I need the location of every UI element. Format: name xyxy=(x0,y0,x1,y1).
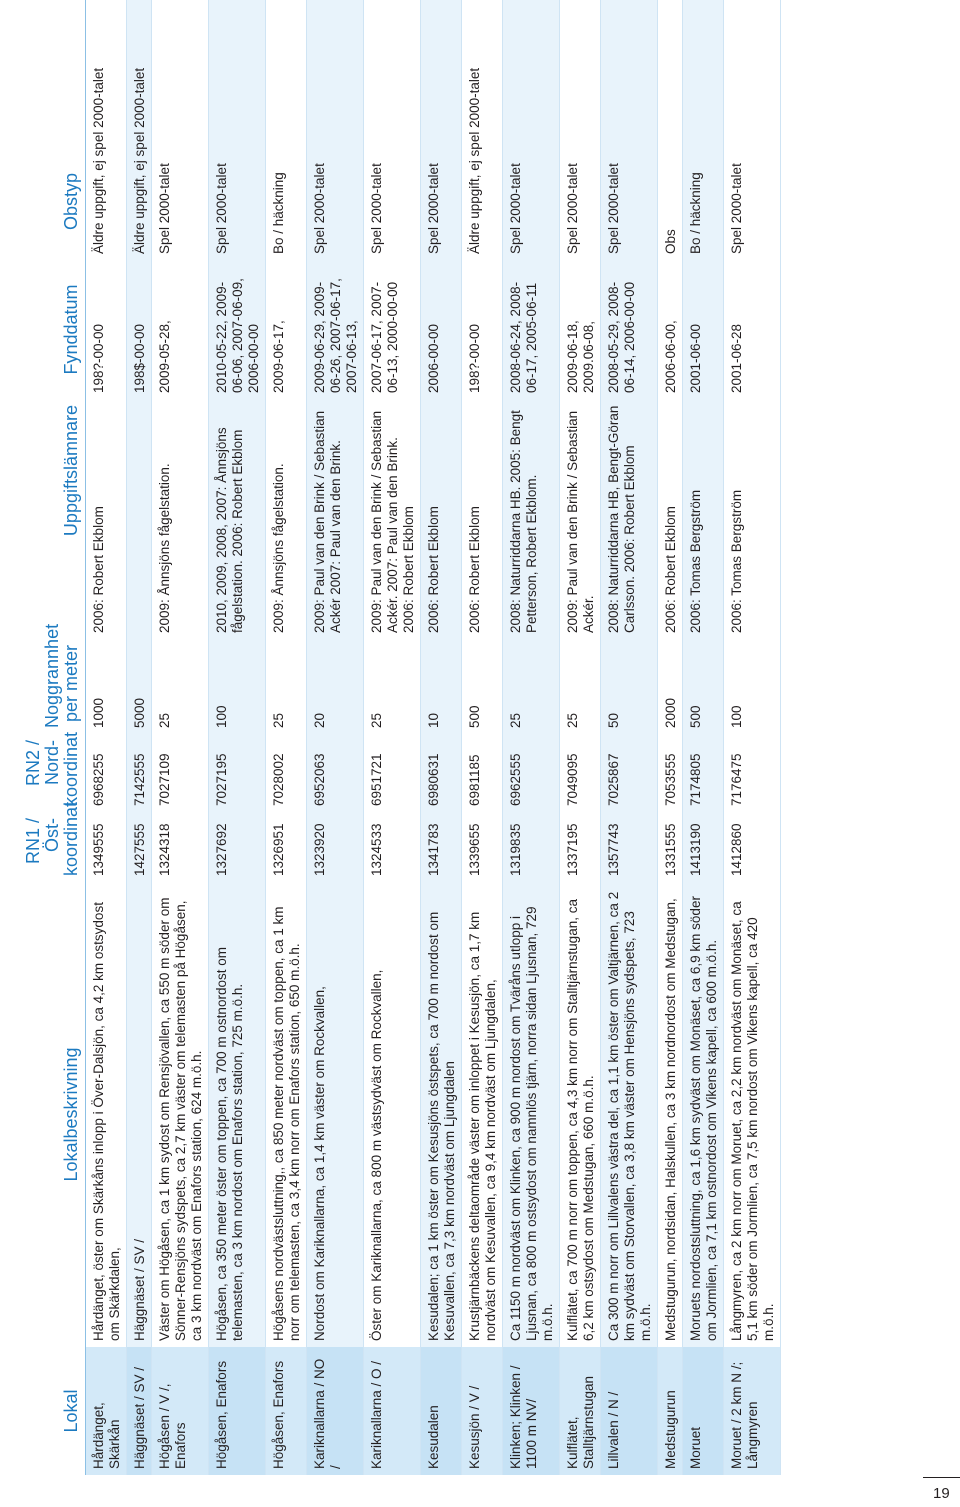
cell-rn2: 6952063 xyxy=(307,734,364,812)
cell-rn1: 1413190 xyxy=(683,812,724,882)
cell-obstyp: Äldre uppgift, ej spel 2000-talet xyxy=(127,0,152,260)
cell-fynddatum: 2001-06-28 xyxy=(724,260,781,399)
cell-fynddatum: 2009-06-17, xyxy=(266,260,307,399)
cell-obstyp: Obs xyxy=(658,0,683,260)
cell-obstyp: Bo / häckning xyxy=(683,0,724,260)
cell-lokal: Kulflätet, Stalltjärnstugan xyxy=(560,1347,601,1475)
cell-rn1: 1324533 xyxy=(364,812,421,882)
cell-rn1: 1331555 xyxy=(658,812,683,882)
cell-lokal: Häggnäset / SV / xyxy=(127,1347,152,1475)
cell-fynddatum: 198$-00-00 xyxy=(127,260,152,399)
observation-table xyxy=(22,0,781,1475)
cell-uppgiftslamnare: 2010, 2009, 2008, 2007: Ånnsjöns fågelstation. 2006: Robert Ekblom xyxy=(209,399,266,639)
header-rn2: RN2 / Nord-koordinat xyxy=(22,734,86,812)
page-number: 19 xyxy=(933,1485,950,1502)
table-row xyxy=(152,0,209,1475)
cell-uppgiftslamnare xyxy=(127,399,152,639)
cell-noggrannhet: 10 xyxy=(421,639,462,734)
cell-fynddatum: 2008-05-29, 2008-06-14, 2006-00-00 xyxy=(601,260,658,399)
table-row xyxy=(658,0,683,1475)
table-row xyxy=(724,0,781,1475)
cell-lokalbeskrivning: Medstugurun, nordsidan, Halskullen, ca 3 km nordnordost om Medstugan, xyxy=(658,882,683,1347)
cell-obstyp: Spel 2000-talet xyxy=(421,0,462,260)
cell-lokalbeskrivning: Moruets nordostsluttning, ca 1,6 km sydväst om Monäset, ca 6,9 km söder om Jormlien, ca 7,1 km ostnordost om Vikens kapell, ca 600 m.ö.h. xyxy=(683,882,724,1347)
table-row xyxy=(462,0,503,1475)
cell-noggrannhet: 100 xyxy=(209,639,266,734)
cell-lokal: Högåsen / V /, Enafors xyxy=(152,1347,209,1475)
cell-rn1: 1327692 xyxy=(209,812,266,882)
cell-lokalbeskrivning: Ca 1150 m nordväst om Klinken, ca 900 m nordost om Tväråns utlopp i Ljusnan, ca 800 m ostsydost om namnlös tjärn, norra sidan Ljusnan, 729 m.ö.h. xyxy=(503,882,560,1347)
cell-uppgiftslamnare: 2008: Naturriddarna HB. 2005: Bengt Petterson, Robert Ekblom. xyxy=(503,399,560,639)
table-row xyxy=(266,0,307,1475)
cell-lokalbeskrivning: Nordost om Kariknallarna, ca 1,4 km väster om Rockvallen, xyxy=(307,882,364,1347)
cell-lokalbeskrivning: Kulflätet, ca 700 m norr om toppen, ca 4,3 km norr om Stalltjärnstugan, ca 6,2 km ostsydost om Medstugan, 660 m.ö.h. xyxy=(560,882,601,1347)
cell-noggrannhet: 50 xyxy=(601,639,658,734)
table-row xyxy=(209,0,266,1475)
cell-obstyp: Spel 2000-talet xyxy=(560,0,601,260)
cell-lokalbeskrivning: Väster om Högåsen, ca 1 km sydost om Rensjövallen, ca 550 m söder om Sönner-Rensjöns sydspets, ca 2,7 km väster om telemasten på Högåsen, ca 3 km nordväst om Enafors station, 624 m.ö.h. xyxy=(152,882,209,1347)
cell-lokal: Kesudalen xyxy=(421,1347,462,1475)
cell-fynddatum: 2009-06-29, 2009-06-26, 2007-06-17, 2007-06-13, xyxy=(307,260,364,399)
cell-lokal: Kariknallarna / NO / xyxy=(307,1347,364,1475)
cell-rn1: 1323920 xyxy=(307,812,364,882)
cell-noggrannhet: 100 xyxy=(724,639,781,734)
cell-uppgiftslamnare: 2006: Robert Ekblom xyxy=(658,399,683,639)
cell-noggrannhet: 1000 xyxy=(86,639,127,734)
header-obstyp: Obstyp xyxy=(22,0,86,260)
cell-lokal: Moruet xyxy=(683,1347,724,1475)
cell-noggrannhet: 25 xyxy=(560,639,601,734)
cell-rn2: 7027109 xyxy=(152,734,209,812)
cell-fynddatum: 198?-00-00 xyxy=(462,260,503,399)
cell-noggrannhet: 500 xyxy=(683,639,724,734)
cell-uppgiftslamnare: 2006: Tomas Bergström xyxy=(724,399,781,639)
cell-uppgiftslamnare: 2006: Tomas Bergström xyxy=(683,399,724,639)
header-lokal: Lokal xyxy=(22,1347,86,1475)
header-lokalbeskrivning: Lokalbeskrivning xyxy=(22,882,86,1347)
table-row xyxy=(503,0,560,1475)
cell-lokalbeskrivning: Krustjärnbäckens deltaområde väster om inloppet i Kesusjön, ca 1,7 km nordväst om Kesuvallen, ca 9,4 km nordväst om Ljungdalen, xyxy=(462,882,503,1347)
cell-fynddatum: 2010-05-22, 2009-06-06, 2007-06-09, 2006-00-00 xyxy=(209,260,266,399)
rotated-table-area xyxy=(22,0,872,1475)
cell-rn1: 1319835 xyxy=(503,812,560,882)
cell-obstyp: Äldre uppgift, ej spel 2000-talet xyxy=(462,0,503,260)
cell-obstyp: Spel 2000-talet xyxy=(364,0,421,260)
cell-lokal: Moruet / 2 km N /; Långmyren xyxy=(724,1347,781,1475)
cell-uppgiftslamnare: 2006: Robert Ekblom xyxy=(462,399,503,639)
header-fynddatum: Fynddatum xyxy=(22,260,86,399)
cell-fynddatum: 2008-06-24, 2008-06-17, 2005-06-11 xyxy=(503,260,560,399)
cell-rn2: 7174805 xyxy=(683,734,724,812)
table-row xyxy=(86,0,127,1475)
cell-lokal: Högåsen, Enafors xyxy=(266,1347,307,1475)
cell-rn1: 1324318 xyxy=(152,812,209,882)
cell-lokal: Hårdänget, Skärkån xyxy=(86,1347,127,1475)
table-row xyxy=(127,0,152,1475)
cell-rn2: 7049095 xyxy=(560,734,601,812)
cell-rn1: 1337195 xyxy=(560,812,601,882)
header-uppgiftslamnare: Uppgiftslämnare xyxy=(22,399,86,639)
table-row xyxy=(364,0,421,1475)
cell-fynddatum: 198?-00-00 xyxy=(86,260,127,399)
cell-uppgiftslamnare: 2008: Naturriddarna HB, Bengt-Göran Carlsson. 2006: Robert Ekblom xyxy=(601,399,658,639)
cell-obstyp: Spel 2000-talet xyxy=(209,0,266,260)
cell-rn1: 1339655 xyxy=(462,812,503,882)
cell-lokal: Medstugurun xyxy=(658,1347,683,1475)
cell-rn1: 1412860 xyxy=(724,812,781,882)
cell-fynddatum: 2006-06-00, xyxy=(658,260,683,399)
cell-rn2: 7142555 xyxy=(127,734,152,812)
cell-rn2: 6951721 xyxy=(364,734,421,812)
cell-obstyp: Bo / häckning xyxy=(266,0,307,260)
header-noggrannhet: Noggrannhet per meter xyxy=(22,639,86,734)
cell-obstyp: Spel 2000-talet xyxy=(152,0,209,260)
cell-obstyp: Spel 2000-talet xyxy=(724,0,781,260)
cell-fynddatum: 2006-00-00 xyxy=(421,260,462,399)
page-number-rule xyxy=(923,1477,960,1478)
cell-noggrannhet: 25 xyxy=(364,639,421,734)
cell-lokal: Kesusjön / V / xyxy=(462,1347,503,1475)
cell-lokal: Lillvalen / N / xyxy=(601,1347,658,1475)
cell-uppgiftslamnare: 2006: Robert Ekblom xyxy=(421,399,462,639)
table-row xyxy=(683,0,724,1475)
cell-rn1: 1326951 xyxy=(266,812,307,882)
cell-lokalbeskrivning: Öster om Kariknallarna, ca 800 m västsydväst om Rockvallen, xyxy=(364,882,421,1347)
cell-rn1: 1341783 xyxy=(421,812,462,882)
cell-lokalbeskrivning: Hårdänget, öster om Skärkåns inlopp i Över-Dalsjön, ca 4,2 km ostsydost om Skärkdalen, xyxy=(86,882,127,1347)
table-row xyxy=(307,0,364,1475)
cell-rn2: 7025867 xyxy=(601,734,658,812)
cell-obstyp: Äldre uppgift, ej spel 2000-talet xyxy=(86,0,127,260)
cell-obstyp: Spel 2000-talet xyxy=(601,0,658,260)
cell-rn2: 6980631 xyxy=(421,734,462,812)
cell-noggrannhet: 5000 xyxy=(127,639,152,734)
cell-uppgiftslamnare: 2009: Ånnsjöns fågelstation. xyxy=(152,399,209,639)
cell-rn2: 6981185 xyxy=(462,734,503,812)
cell-rn2: 7053555 xyxy=(658,734,683,812)
cell-rn1: 1427555 xyxy=(127,812,152,882)
cell-rn2: 7028002 xyxy=(266,734,307,812)
cell-lokalbeskrivning: Ca 300 m norr om Lillvalens västra del, ca 1,1 km öster om Valtjärnen, ca 2 km sydväst om Storvallen, ca 3,8 km väster om Hensjöns sydspets, 723 m.ö.h. xyxy=(601,882,658,1347)
cell-rn2: 7027195 xyxy=(209,734,266,812)
cell-noggrannhet: 20 xyxy=(307,639,364,734)
cell-noggrannhet: 500 xyxy=(462,639,503,734)
cell-fynddatum: 2009-06-18, 2009.06-08, xyxy=(560,260,601,399)
table-header xyxy=(22,0,86,1475)
cell-lokal: Högåsen, Enafors xyxy=(209,1347,266,1475)
cell-fynddatum: 2007-06-17, 2007-06-13, 2000-00-00 xyxy=(364,260,421,399)
cell-uppgiftslamnare: 2009: Ånnsjöns fågelstation. xyxy=(266,399,307,639)
table-body xyxy=(86,0,781,1475)
table-row xyxy=(601,0,658,1475)
cell-rn1: 1349555 xyxy=(86,812,127,882)
cell-rn1: 1357743 xyxy=(601,812,658,882)
cell-noggrannhet: 25 xyxy=(503,639,560,734)
cell-lokal: Klinken; Klinken / 1100 m NV/ xyxy=(503,1347,560,1475)
cell-obstyp: Spel 2000-talet xyxy=(503,0,560,260)
cell-lokalbeskrivning: Kesudalen; ca 1 km öster om Kesusjöns östspets, ca 700 m nordost om Kesuvallen, ca 7,3 km nordväst om Ljungdalen xyxy=(421,882,462,1347)
table-row xyxy=(560,0,601,1475)
cell-uppgiftslamnare: 2009: Paul van den Brink / Sebastian Ackér 2007: Paul van den Brink. xyxy=(307,399,364,639)
cell-lokalbeskrivning: Högåsen, ca 350 meter öster om toppen, ca 700 m ostnordost om telemasten, ca 3 km nordost om Enafors station, 725 m.ö.h. xyxy=(209,882,266,1347)
table-row xyxy=(421,0,462,1475)
cell-rn2: 7176475 xyxy=(724,734,781,812)
cell-uppgiftslamnare: 2009: Paul van den Brink / Sebastian Ackér. xyxy=(560,399,601,639)
cell-uppgiftslamnare: 2006: Robert Ekblom xyxy=(86,399,127,639)
cell-noggrannhet: 25 xyxy=(266,639,307,734)
cell-lokalbeskrivning: Långmyren, ca 2 km norr om Moruet, ca 2,2 km nordväst om Monäset, ca 5,1 km söder om Jormlien, ca 7,5 km nordost om Vikens kapell, ca 420 m.ö.h. xyxy=(724,882,781,1347)
cell-rn2: 6968255 xyxy=(86,734,127,812)
cell-obstyp: Spel 2000-talet xyxy=(307,0,364,260)
cell-uppgiftslamnare: 2009: Paul van den Brink / Sebastian Ackér. 2007: Paul van den Brink. 2006: Robert Ekblom xyxy=(364,399,421,639)
cell-lokalbeskrivning: Högåsens nordvästsluttning,, ca 850 meter nordväst om toppen, ca 1 km norr om telemasten, ca 3,4 km norr om Enafors station, 650 m.ö.h. xyxy=(266,882,307,1347)
cell-fynddatum: 2001-06-00 xyxy=(683,260,724,399)
cell-lokalbeskrivning: Häggnäset / SV / xyxy=(127,882,152,1347)
cell-fynddatum: 2009-05-28, xyxy=(152,260,209,399)
cell-rn2: 6962555 xyxy=(503,734,560,812)
cell-noggrannhet: 2000 xyxy=(658,639,683,734)
header-rn1: RN1 / Öst-koordinat xyxy=(22,812,86,882)
cell-lokal: Kariknallarna / O / xyxy=(364,1347,421,1475)
cell-noggrannhet: 25 xyxy=(152,639,209,734)
